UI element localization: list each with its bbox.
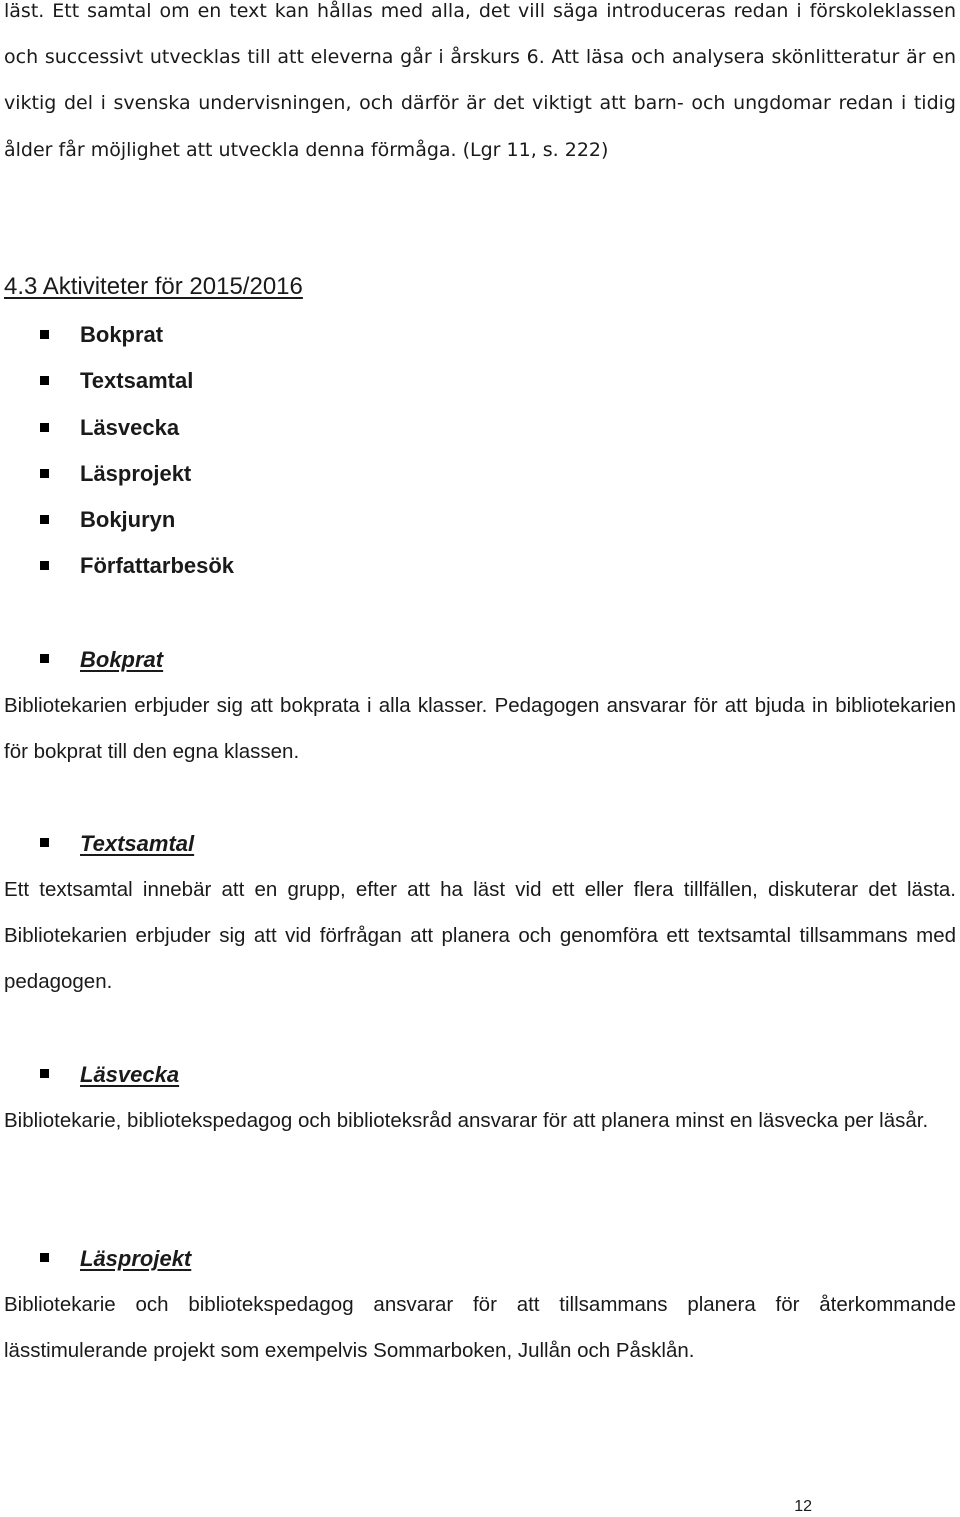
- square-bullet-icon: [40, 330, 49, 339]
- square-bullet-icon: [40, 376, 49, 385]
- section-lasvecka: [0, 1052, 960, 1144]
- activity-list: [0, 312, 234, 590]
- square-bullet-icon: [40, 654, 49, 663]
- square-bullet-icon: [40, 469, 49, 478]
- activity-list-item: Textsamtal: [0, 358, 234, 404]
- section-bokprat: [0, 637, 960, 775]
- square-bullet-icon: [40, 1253, 49, 1262]
- section-body: Bibliotekarie och bibliotekspedagog ansvarar för att tillsammans planera för återkommande lässtimulerande projekt som exempelvis Sommarboken, Jullån och Påsklån.: [4, 1293, 956, 1363]
- section-title: Läsvecka: [0, 1052, 960, 1098]
- activity-list-item: Läsprojekt: [0, 451, 234, 497]
- section-title: Bokprat: [0, 637, 960, 683]
- activity-list-item: Bokjuryn: [0, 497, 234, 543]
- section-heading: 4.3 Aktiviteter för 2015/2016: [4, 273, 303, 300]
- square-bullet-icon: [40, 838, 49, 847]
- square-bullet-icon: [40, 423, 49, 432]
- square-bullet-icon: [40, 1069, 49, 1078]
- intro-paragraph: läst. Ett samtal om en text kan hållas med alla, det vill säga introduceras redan i förskoleklassen och successivt utvecklas till att eleverna går i årskurs 6. Att läsa och analysera skönlitteratur är en viktig del i svenska undervisningen, och därför är det viktigt att barn- och ungdomar redan i tidig ålder får möjlighet att utveckla denna förmåga. (Lgr 11, s. 222): [4, 0, 956, 161]
- square-bullet-icon: [40, 561, 49, 570]
- activity-list-item: Bokprat: [0, 312, 234, 358]
- page-number: 12: [794, 1498, 812, 1515]
- section-title: Textsamtal: [0, 821, 960, 867]
- section-body: Bibliotekarie, bibliotekspedagog och biblioteksråd ansvarar för att planera minst en läsvecka per läsår.: [4, 1109, 929, 1132]
- section-title: Läsprojekt: [0, 1236, 960, 1282]
- section-textsamtal: [0, 821, 960, 1006]
- section-lasprojekt: [0, 1236, 960, 1374]
- section-body: Bibliotekarien erbjuder sig att bokprata i alla klasser. Pedagogen ansvarar för att bjuda in bibliotekarien för bokprat till den egna klassen.: [4, 694, 956, 764]
- activity-list-item: Författarbesök: [0, 543, 234, 589]
- activity-list-item: Läsvecka: [0, 405, 234, 451]
- square-bullet-icon: [40, 515, 49, 524]
- section-body: Ett textsamtal innebär att en grupp, efter att ha läst vid ett eller flera tillfällen, diskuterar det lästa. Bibliotekarien erbjuder sig att vid förfrågan att planera och genomföra ett textsamtal tillsammans med pedagogen.: [4, 878, 956, 994]
